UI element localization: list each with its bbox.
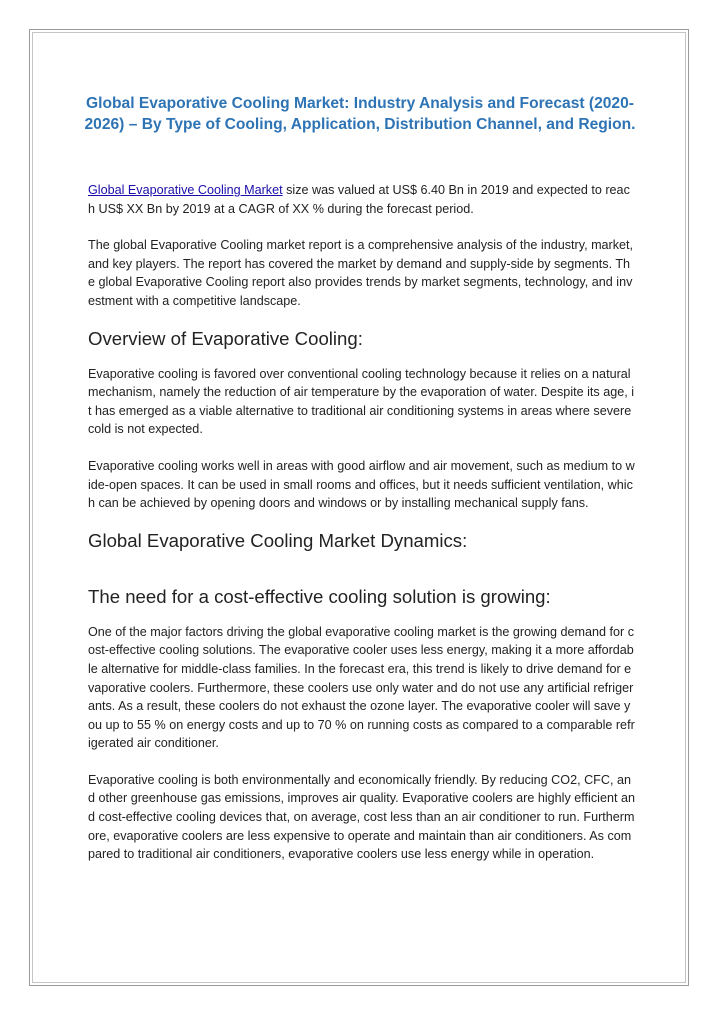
drivers-paragraph: One of the major factors driving the global evaporative cooling market is the growing demand for cost-effective cooling solutions. The evaporative cooler uses less energy, making it a more affordable alternative for middle-class families. In the forecast era, this trend is likely to drive demand for evaporative coolers. Furthermore, these coolers use only water and do not use any artificial refrigerants. As a result, these coolers do not exhaust the ozone layer. The evaporative cooler will save you up to 55 % on energy costs and up to 70 % on running costs as compared to a comparable refrigerated air conditioner. (88, 624, 635, 751)
overview-paragraph-1: Evaporative cooling is favored over conventional cooling technology because it relies on a natural mechanism, namely the reduction of air temperature by the evaporation of water. Despite its age, it has emerged as a viable alternative to traditional air conditioning systems in areas where severe cold is not expected. (88, 366, 635, 437)
intro-text: size was valued at US$ 6.40 Bn in 2019 and expected to reach US$ XX Bn by 2019 at a CAGR of XX % during the forecast period. (88, 183, 630, 216)
cost-effective-heading: The need for a cost-effective cooling solution is growing: (88, 585, 551, 607)
report-summary-paragraph: The global Evaporative Cooling market report is a comprehensive analysis of the industry, market, and key players. The report has covered the market by demand and supply-side by segments. The global Evaporative Cooling report also provides trends by market segments, technology, and investment with a competitive landscape. (88, 238, 634, 308)
overview-heading: Overview of Evaporative Cooling: (88, 327, 363, 349)
dynamics-heading: Global Evaporative Cooling Market Dynamics: (88, 529, 468, 551)
market-report-link[interactable]: Global Evaporative Cooling Market (88, 183, 283, 197)
document-title: Global Evaporative Cooling Market: Industry Analysis and Forecast (2020-2026) – By Type of Cooling, Application, Distribution Channel, and Region. (84, 95, 636, 133)
intro-paragraph (88, 181, 636, 218)
document-body (88, 181, 636, 864)
environmental-paragraph: Evaporative cooling is both environmentally and economically friendly. By reducing CO2, CFC, and other greenhouse gas emissions, improves air quality. Evaporative coolers are highly efficient and cost-effective cooling devices that, on average, cost less than an air conditioner to run. Furthermore, evaporative coolers are less expensive to operate and maintain than air conditioners. As compared to traditional air conditioners, evaporative coolers use less energy while in operation. (88, 772, 635, 862)
overview-paragraph-2: Evaporative cooling works well in areas with good airflow and air movement, such as medium to wide-open spaces. It can be used in small rooms and offices, but it needs sufficient ventilation, which can be achieved by opening doors and windows or by installing mechanical supply fans. (88, 458, 635, 511)
